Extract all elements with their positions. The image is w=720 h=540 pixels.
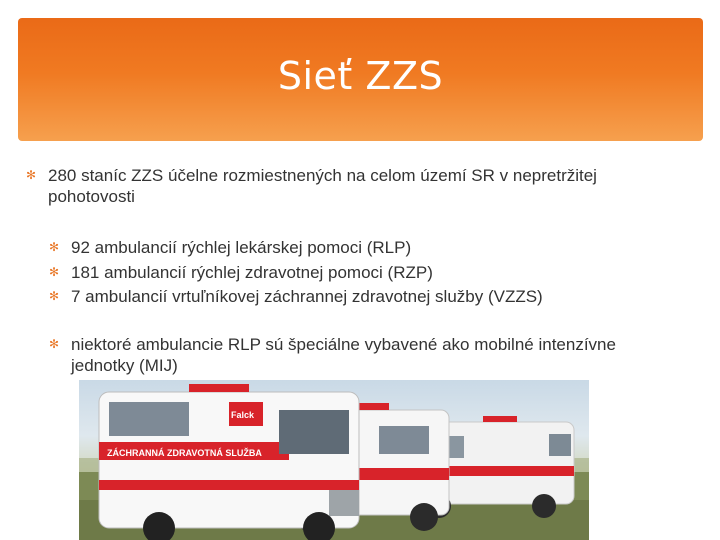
asterisk-icon: ✻	[49, 265, 60, 279]
asterisk-icon: ✻	[49, 337, 60, 351]
bullet-item	[26, 165, 626, 207]
sub-bullet-item	[49, 262, 669, 283]
sub-bullet-item	[49, 237, 669, 258]
bullet-text: 181 ambulancií rýchlej zdravotnej pomoci (RZP)	[71, 263, 433, 282]
sub-bullet-item	[49, 334, 629, 376]
sub-bullet-item	[49, 286, 669, 307]
asterisk-icon: ✻	[49, 289, 60, 303]
vehicle-lettering: ZÁCHRANNÁ ZDRAVOTNÁ SLUŽBA	[107, 448, 262, 458]
brand-lettering: Falck	[231, 410, 255, 420]
asterisk-icon: ✻	[49, 240, 60, 254]
bullet-text: 7 ambulancií vrtuľníkovej záchrannej zdravotnej služby (VZZS)	[71, 287, 543, 306]
slide-title: Sieť ZZS	[277, 53, 444, 98]
ambulance-photo	[79, 380, 589, 540]
bullet-text: 280 staníc ZZS účelne rozmiestnených na celom území SR v nepretržitej pohotovosti	[48, 166, 597, 206]
bullet-text: 92 ambulancií rýchlej lekárskej pomoci (RLP)	[71, 238, 412, 257]
ambulance-front	[99, 384, 359, 540]
asterisk-icon: ✻	[26, 168, 37, 182]
bullet-text: niektoré ambulancie RLP sú špeciálne vybavené ako mobilné intenzívne jednotky (MIJ)	[71, 335, 616, 375]
